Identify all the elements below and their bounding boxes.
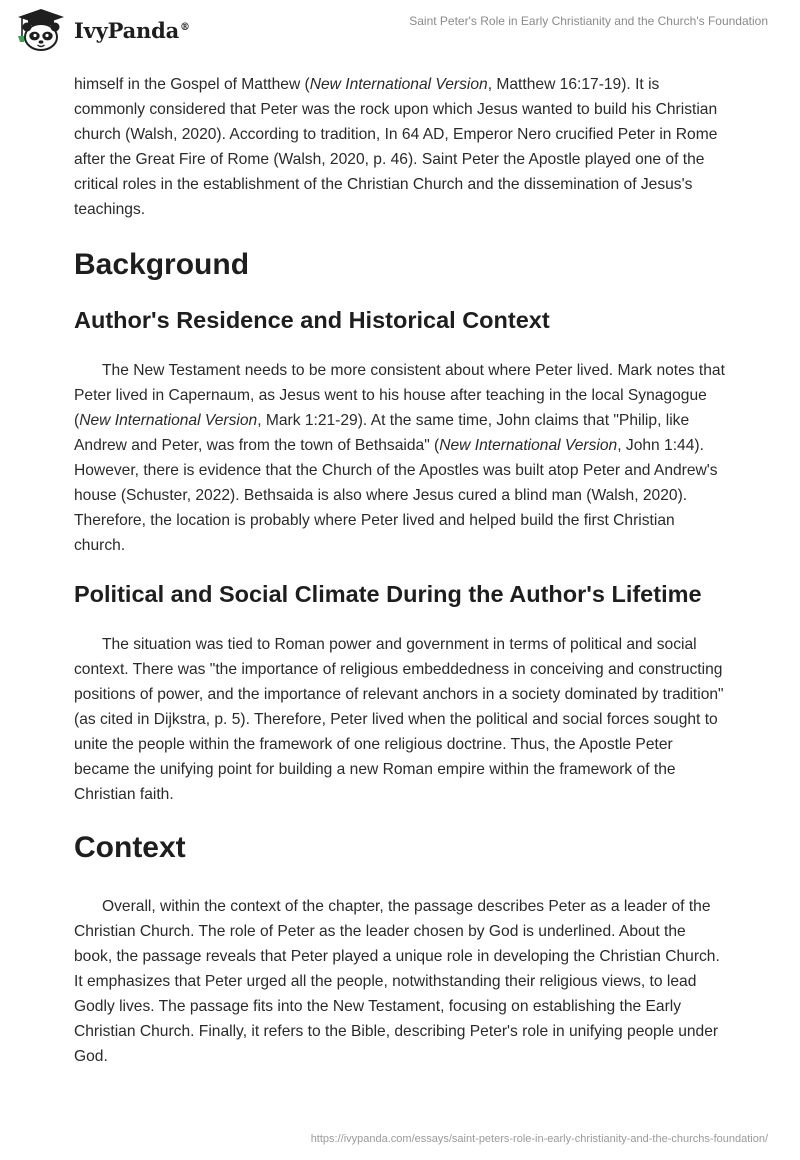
heading-context: Context — [74, 831, 186, 864]
brand-name: IvyPanda® — [74, 17, 190, 43]
page-header — [0, 0, 800, 60]
heading-climate: Political and Social Climate During the Author's Lifetime — [74, 581, 702, 607]
intro-paragraph: himself in the Gospel of Matthew (New International Version, Matthew 16:17-19). It is commonly considered that Peter was the rock upon which Jesus wanted to build his Christian church (Walsh, 2020). According to tradition, In 64 AD, Emperor Nero crucified Peter in Rome after the Great Fire of Rome (Walsh, 2020, p. 46). Saint Peter the Apostle played one of the critical roles in the establishment of the Christian Church and the dissemination of Jesus's teachings. — [74, 76, 718, 218]
essay-body — [74, 72, 726, 1069]
residence-paragraph: The New Testament needs to be more consistent about where Peter lived. Mark notes that Peter lived in Capernaum, as Jesus went to his house after teaching in the local Synagogue (New International Version, Mark 1:21-29). At the same time, John claims that "Philip, like Andrew and Peter, was from the town of Bethsaida" (New International Version, John 1:44). However, there is evidence that the Church of the Apostles was built atop Peter and Andrew's house (Schuster, 2022). Bethsaida is also where Jesus cured a blind man (Walsh, 2020). Therefore, the location is probably where Peter lived and helped build the first Christian church. — [74, 362, 725, 554]
ivypanda-logo[interactable] — [14, 8, 190, 52]
context-paragraph: Overall, within the context of the chapter, the passage describes Peter as a leader of the Christian Church. The role of Peter as the leader chosen by God is underlined. About the book, the passage reveals that Peter played a unique role in developing the Christian Church. It emphasizes that Peter urged all the people, notwithstanding their religious views, to lead Godly lives. The passage fits into the New Testament, focusing on establishing the Early Christian Church. Finally, it refers to the Bible, describing Peter's role in unifying people under God. — [74, 898, 720, 1065]
heading-background: Background — [74, 248, 250, 281]
document-title: Saint Peter's Role in Early Christianity and the Church's Foundation — [409, 14, 768, 28]
source-url[interactable]: https://ivypanda.com/essays/saint-peters-role-in-early-christianity-and-the-churchs-foundation/ — [310, 1133, 768, 1145]
climate-paragraph: The situation was tied to Roman power and government in terms of political and social context. There was "the importance of religious embeddedness in conceiving and constructing positions of power, and the importance of relevant anchors in a society dominated by tradition" (as cited in Dijkstra, p. 5). Therefore, Peter lived when the political and social forces sought to unite the people within the framework of one religious doctrine. Thus, the Apostle Peter became the unifying point for building a new Roman empire within the framework of the Christian faith. — [74, 636, 724, 803]
panda-graduate-icon — [14, 8, 68, 52]
heading-residence: Author's Residence and Historical Context — [74, 307, 550, 333]
